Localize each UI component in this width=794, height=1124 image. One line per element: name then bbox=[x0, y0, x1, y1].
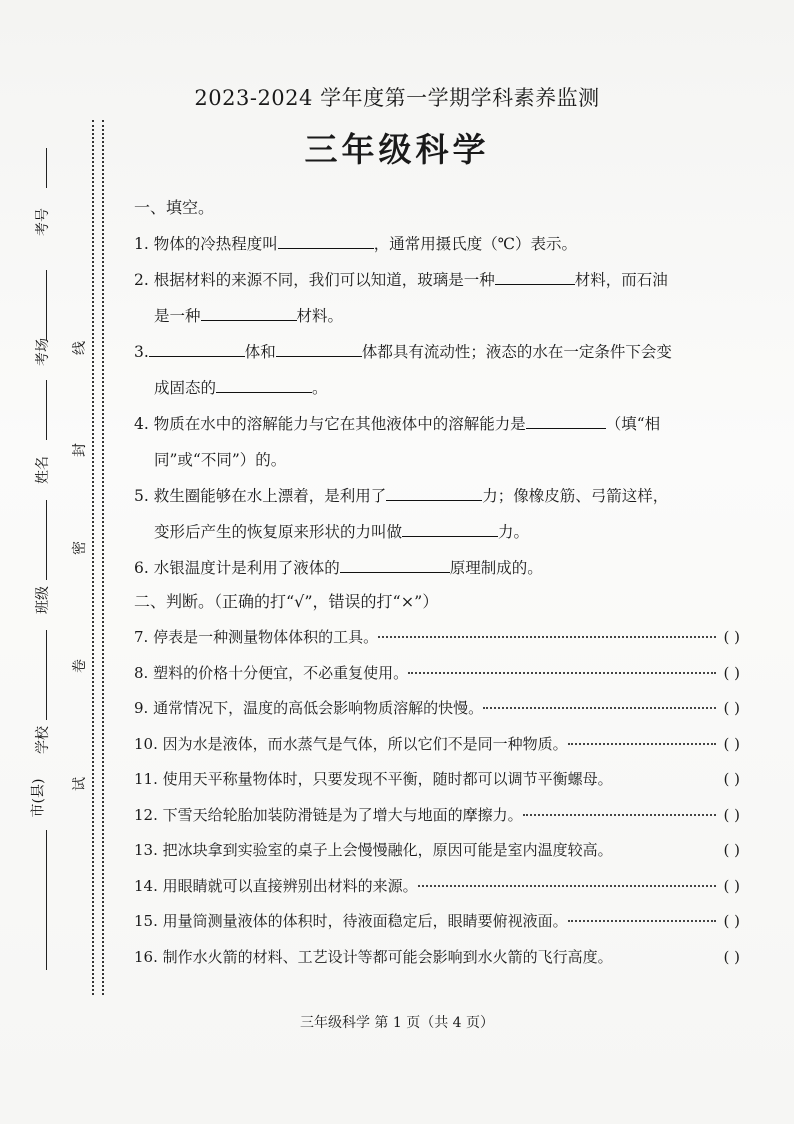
judge-item: 8. 塑料的价格十分便宜，不必重复使用。 ( ) bbox=[134, 656, 744, 692]
q5-text-c: 变形后产生的恢复原来形状的力叫做 bbox=[154, 523, 403, 541]
judge-item: 9. 通常情况下，温度的高低会影响物质溶解的快慢。 ( ) bbox=[134, 691, 744, 727]
answer-paren[interactable]: ( ) bbox=[723, 841, 740, 859]
q5-text-d: 力。 bbox=[498, 523, 530, 541]
q2-text-c: 是一种 bbox=[154, 307, 201, 325]
label-xingming: 姓名 bbox=[35, 456, 51, 484]
q3-blank-2[interactable] bbox=[276, 338, 362, 357]
label-xuexiao: 学校 bbox=[35, 726, 51, 754]
underline-shixian bbox=[46, 830, 47, 970]
question-2 bbox=[134, 262, 744, 334]
exam-year-title: 2023-2024 学年度第一学期学科素养监测 bbox=[194, 86, 600, 110]
q2-text-b: 材料，而石油 bbox=[574, 271, 668, 289]
question-4 bbox=[134, 406, 744, 478]
q5-blank-2[interactable] bbox=[402, 518, 498, 537]
question-3 bbox=[134, 334, 744, 406]
q4-text-a: 4. 物质在水中的溶解能力与它在其他液体中的溶解能力是 bbox=[134, 415, 526, 433]
q2-text-d: 材料。 bbox=[296, 307, 344, 325]
q3-text-e: 。 bbox=[312, 379, 328, 397]
answer-paren[interactable]: ( ) bbox=[723, 770, 740, 788]
q2-blank-2[interactable] bbox=[201, 302, 297, 321]
judge-item: 10. 因为水是液体，而水蒸气是气体，所以它们不是同一种物质。 ( ) bbox=[134, 727, 744, 763]
q1-blank[interactable] bbox=[278, 230, 374, 249]
exam-subject-title: 三年级科学 bbox=[304, 130, 490, 169]
seal-xian: 线 bbox=[72, 341, 88, 355]
underline-banji bbox=[46, 500, 47, 580]
underline-kaochang bbox=[46, 270, 47, 340]
dotted-cut-line bbox=[92, 120, 94, 995]
judge-item: 12. 下雪天给轮胎加装防滑链是为了增大与地面的摩擦力。 ( ) bbox=[134, 798, 744, 834]
label-kaochang: 考场 bbox=[35, 338, 51, 366]
underline-xingming bbox=[46, 380, 47, 440]
q3-text-b: 体和 bbox=[244, 343, 276, 361]
page-footer: 三年级科学 第 1 页（共 4 页） bbox=[299, 1015, 495, 1031]
q3-blank-1[interactable] bbox=[149, 338, 245, 357]
q5-blank-1[interactable] bbox=[386, 482, 482, 501]
q5-text-a: 5. 救生圈能够在水上漂着，是利用了 bbox=[134, 487, 387, 505]
answer-paren[interactable]: ( ) bbox=[723, 805, 740, 824]
question-6 bbox=[134, 550, 744, 586]
q6-blank[interactable] bbox=[340, 554, 450, 573]
answer-paren[interactable]: ( ) bbox=[723, 628, 740, 646]
answer-paren[interactable]: ( ) bbox=[723, 699, 740, 717]
section-judge-title: 二、判断。（正确的打“√”，错误的打“×”） bbox=[134, 592, 439, 611]
answer-paren[interactable]: ( ) bbox=[723, 663, 740, 682]
judge-list bbox=[134, 620, 744, 975]
q2-blank-1[interactable] bbox=[495, 266, 575, 285]
judge-item: 13. 把冰块拿到实验室的桌子上会慢慢融化，原因可能是室内温度较高。 ( ) bbox=[134, 833, 744, 869]
judge-item: 11. 使用天平称量物体时，只要发现不平衡，随时都可以调节平衡螺母。 ( ) bbox=[134, 762, 744, 798]
q1-text-a: 1. 物体的冷热程度叫 bbox=[134, 235, 278, 253]
seal-mi: 密 bbox=[72, 541, 88, 555]
answer-paren[interactable]: ( ) bbox=[723, 947, 740, 966]
q4-blank[interactable] bbox=[526, 410, 606, 429]
question-1 bbox=[134, 226, 744, 262]
question-5 bbox=[134, 478, 744, 550]
q3-blank-3[interactable] bbox=[216, 374, 312, 393]
seal-juan: 卷 bbox=[72, 659, 88, 673]
q2-text-a: 2. 根据材料的来源不同，我们可以知道，玻璃是一种 bbox=[134, 271, 495, 289]
answer-paren[interactable]: ( ) bbox=[723, 912, 740, 930]
label-kaohao: 考号 bbox=[35, 208, 51, 236]
answer-paren[interactable]: ( ) bbox=[723, 876, 740, 895]
judge-item: 14. 用眼睛就可以直接辨别出材料的来源。 ( ) bbox=[134, 869, 744, 905]
label-banji: 班级 bbox=[35, 586, 51, 614]
judge-item: 15. 用量筒测量液体的体积时，待液面稳定后，眼睛要俯视液面。 ( ) bbox=[134, 904, 744, 940]
section-fill-title: 一、填空。 bbox=[134, 198, 215, 217]
q6-text-a: 6. 水银温度计是利用了液体的 bbox=[134, 559, 340, 577]
q3-text-d: 成固态的 bbox=[154, 379, 217, 397]
dotted-cut-line-2 bbox=[102, 120, 104, 995]
judge-item: 16. 制作水火箭的材料、工艺设计等都可能会影响到水火箭的飞行高度。 ( ) bbox=[134, 940, 744, 976]
q1-text-b: ，通常用摄氏度（℃）表示。 bbox=[373, 235, 578, 253]
q5-text-b: 力；像橡皮筋、弓箭这样， bbox=[482, 487, 669, 505]
q4-text-b: （填“相 bbox=[605, 415, 661, 433]
underline-xuexiao bbox=[46, 630, 47, 720]
exam-content bbox=[134, 196, 744, 975]
label-shixian: 市(县) bbox=[30, 778, 47, 818]
judge-item: 7. 停表是一种测量物体体积的工具。 ( ) bbox=[134, 620, 744, 656]
seal-feng: 封 bbox=[72, 443, 88, 457]
binding-strip bbox=[24, 120, 110, 1000]
q6-text-b: 原理制成的。 bbox=[449, 559, 543, 577]
answer-paren[interactable]: ( ) bbox=[723, 734, 740, 753]
seal-shi: 试 bbox=[72, 777, 88, 791]
q3-text-a: 3. bbox=[134, 343, 149, 361]
q4-text-c: 同”或“不同”）的。 bbox=[154, 451, 287, 469]
q3-text-c: 体都具有流动性；液态的水在一定条件下会变 bbox=[361, 343, 672, 361]
